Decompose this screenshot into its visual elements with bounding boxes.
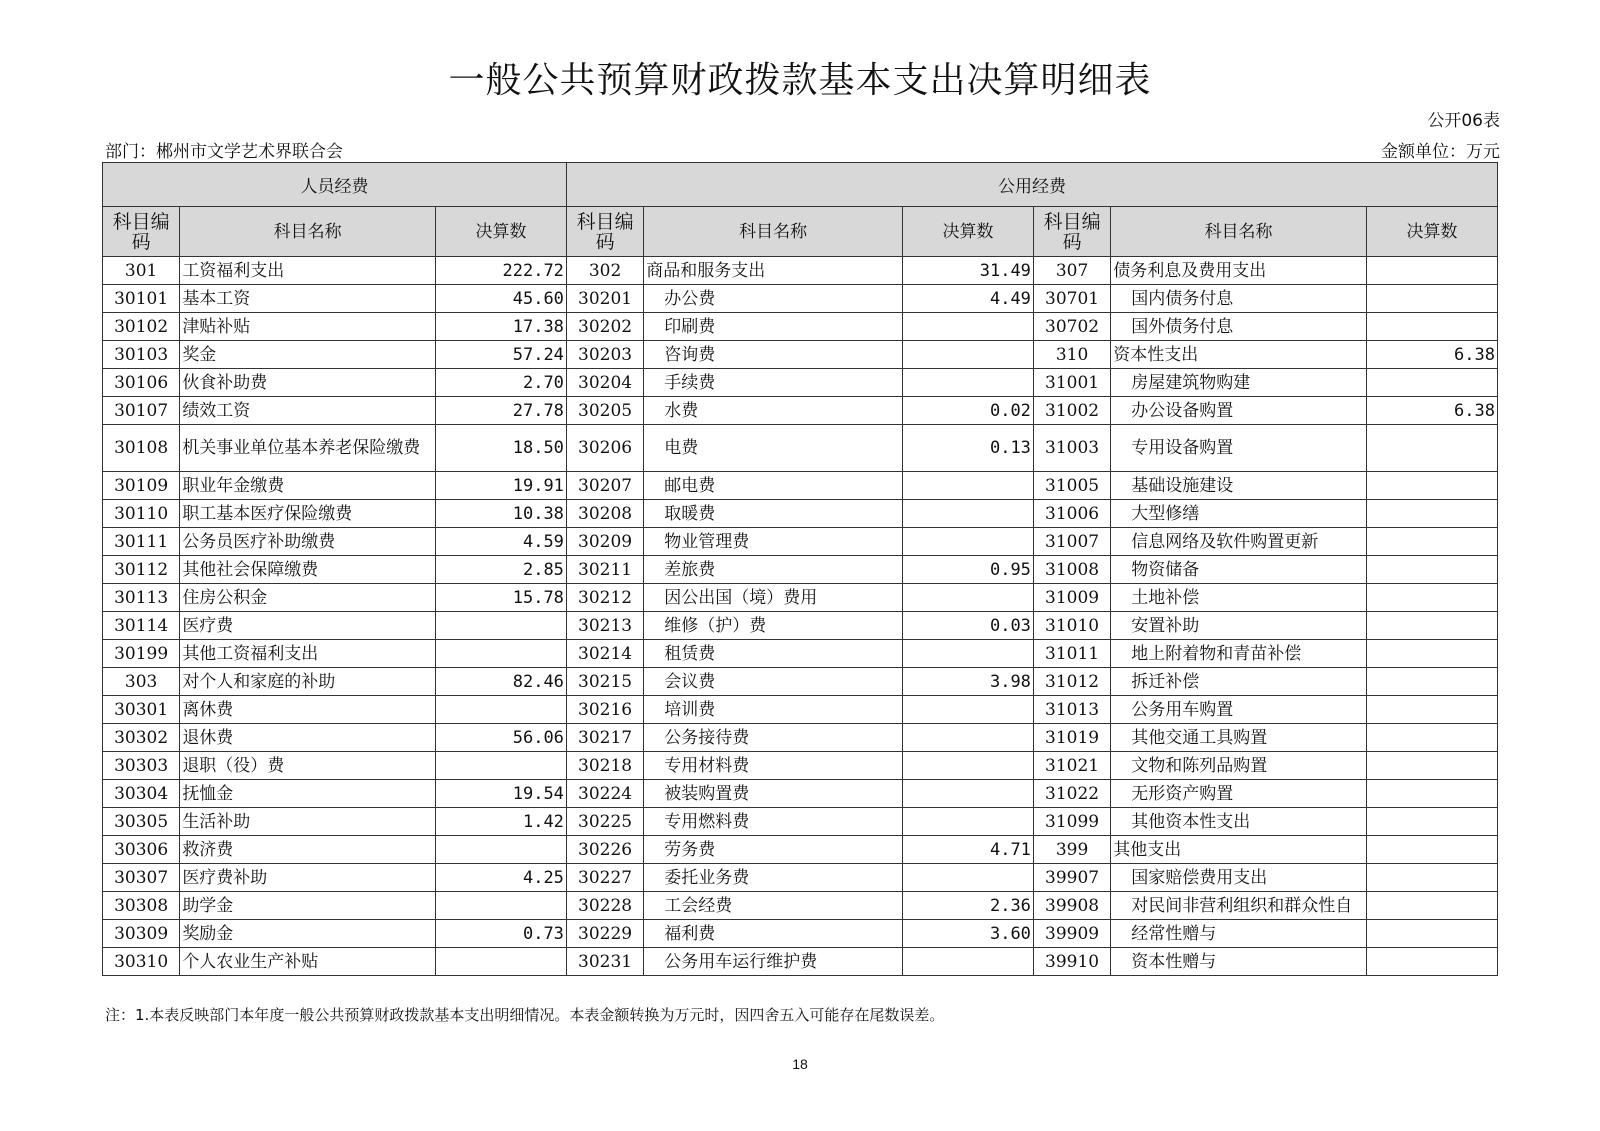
amount-cell: 0.95	[903, 556, 1034, 584]
amount-cell	[903, 500, 1034, 528]
amount-cell	[903, 528, 1034, 556]
name-cell: 住房公积金	[180, 584, 436, 612]
table-row	[103, 556, 1498, 584]
amount-cell: 10.38	[435, 500, 566, 528]
table-row	[103, 528, 1498, 556]
name-cell: 差旅费	[644, 556, 903, 584]
table-row	[103, 285, 1498, 313]
code-cell: 307	[1033, 257, 1110, 285]
table-row	[103, 696, 1498, 724]
amount-cell	[903, 864, 1034, 892]
expenditure-detail-table	[102, 162, 1498, 976]
name-cell: 债务利息及费用支出	[1111, 257, 1367, 285]
code-cell: 31011	[1033, 640, 1110, 668]
name-cell: 对民间非营利组织和群众性自	[1111, 892, 1367, 920]
name-cell: 基础设施建设	[1111, 472, 1367, 500]
amount-cell	[1366, 556, 1497, 584]
amount-cell	[903, 808, 1034, 836]
name-cell: 国家赔偿费用支出	[1111, 864, 1367, 892]
table-row	[103, 920, 1498, 948]
amount-cell	[903, 780, 1034, 808]
name-cell: 救济费	[180, 836, 436, 864]
code-cell: 31012	[1033, 668, 1110, 696]
amount-cell	[435, 612, 566, 640]
name-cell: 绩效工资	[180, 397, 436, 425]
table-row	[103, 425, 1498, 472]
code-cell: 301	[103, 257, 180, 285]
code-cell: 30205	[566, 397, 643, 425]
code-cell: 31005	[1033, 472, 1110, 500]
amount-cell: 222.72	[435, 257, 566, 285]
code-cell: 399	[1033, 836, 1110, 864]
code-cell: 30111	[103, 528, 180, 556]
table-row	[103, 752, 1498, 780]
amount-cell	[435, 892, 566, 920]
amount-cell: 17.38	[435, 313, 566, 341]
code-cell: 30106	[103, 369, 180, 397]
code-cell: 30114	[103, 612, 180, 640]
code-cell: 30101	[103, 285, 180, 313]
code-cell: 31009	[1033, 584, 1110, 612]
name-cell: 奖金	[180, 341, 436, 369]
name-cell: 咨询费	[644, 341, 903, 369]
name-cell: 资本性赠与	[1111, 948, 1367, 976]
code-cell: 30103	[103, 341, 180, 369]
amount-cell: 18.50	[435, 425, 566, 472]
amount-cell: 3.60	[903, 920, 1034, 948]
name-cell: 职业年金缴费	[180, 472, 436, 500]
name-cell: 职工基本医疗保险缴费	[180, 500, 436, 528]
code-cell: 30214	[566, 640, 643, 668]
name-cell: 退休费	[180, 724, 436, 752]
amount-cell: 2.36	[903, 892, 1034, 920]
code-cell: 30307	[103, 864, 180, 892]
table-row	[103, 640, 1498, 668]
code-cell: 30229	[566, 920, 643, 948]
code-cell: 30303	[103, 752, 180, 780]
amount-cell	[435, 640, 566, 668]
code-cell: 30107	[103, 397, 180, 425]
table-row	[103, 584, 1498, 612]
name-cell: 房屋建筑物购建	[1111, 369, 1367, 397]
name-cell: 基本工资	[180, 285, 436, 313]
code-cell: 31003	[1033, 425, 1110, 472]
code-cell: 30231	[566, 948, 643, 976]
table-row	[103, 892, 1498, 920]
amount-column-header: 决算数	[903, 207, 1034, 257]
code-cell: 39907	[1033, 864, 1110, 892]
amount-cell: 45.60	[435, 285, 566, 313]
name-cell: 文物和陈列品购置	[1111, 752, 1367, 780]
code-cell: 31099	[1033, 808, 1110, 836]
amount-cell	[1366, 313, 1497, 341]
amount-cell	[1366, 612, 1497, 640]
name-cell: 劳务费	[644, 836, 903, 864]
name-cell: 公务员医疗补助缴费	[180, 528, 436, 556]
name-cell: 对个人和家庭的补助	[180, 668, 436, 696]
name-cell: 土地补偿	[1111, 584, 1367, 612]
table-row	[103, 397, 1498, 425]
amount-column-header: 决算数	[435, 207, 566, 257]
code-cell: 30224	[566, 780, 643, 808]
amount-cell: 1.42	[435, 808, 566, 836]
name-cell: 个人农业生产补贴	[180, 948, 436, 976]
amount-cell: 57.24	[435, 341, 566, 369]
amount-cell	[1366, 369, 1497, 397]
code-cell: 31007	[1033, 528, 1110, 556]
name-cell: 会议费	[644, 668, 903, 696]
name-cell: 大型修缮	[1111, 500, 1367, 528]
code-cell: 30309	[103, 920, 180, 948]
name-cell: 安置补助	[1111, 612, 1367, 640]
name-cell: 邮电费	[644, 472, 903, 500]
public-expense-header: 公用经费	[566, 163, 1497, 207]
code-cell: 31013	[1033, 696, 1110, 724]
name-cell: 公务用车购置	[1111, 696, 1367, 724]
code-cell: 30217	[566, 724, 643, 752]
code-cell: 30301	[103, 696, 180, 724]
name-cell: 委托业务费	[644, 864, 903, 892]
amount-cell: 19.54	[435, 780, 566, 808]
amount-cell	[903, 369, 1034, 397]
code-cell: 303	[103, 668, 180, 696]
name-column-header: 科目名称	[180, 207, 436, 257]
code-cell: 30305	[103, 808, 180, 836]
amount-cell	[1366, 920, 1497, 948]
code-cell: 31006	[1033, 500, 1110, 528]
name-cell: 工资福利支出	[180, 257, 436, 285]
amount-cell: 6.38	[1366, 341, 1497, 369]
code-cell: 31001	[1033, 369, 1110, 397]
code-cell: 30204	[566, 369, 643, 397]
amount-column-header: 决算数	[1366, 207, 1497, 257]
name-cell: 公务接待费	[644, 724, 903, 752]
amount-cell: 0.73	[435, 920, 566, 948]
table-row	[103, 808, 1498, 836]
name-cell: 其他支出	[1111, 836, 1367, 864]
code-column-header: 科目编码	[566, 207, 643, 257]
code-cell: 39910	[1033, 948, 1110, 976]
amount-cell: 27.78	[435, 397, 566, 425]
code-cell: 30306	[103, 836, 180, 864]
code-cell: 31010	[1033, 612, 1110, 640]
amount-cell	[1366, 500, 1497, 528]
code-cell: 30109	[103, 472, 180, 500]
name-cell: 地上附着物和青苗补偿	[1111, 640, 1367, 668]
code-cell: 30304	[103, 780, 180, 808]
code-cell: 30207	[566, 472, 643, 500]
code-cell: 30216	[566, 696, 643, 724]
code-cell: 30212	[566, 584, 643, 612]
amount-cell	[435, 836, 566, 864]
table-row	[103, 612, 1498, 640]
amount-cell	[1366, 864, 1497, 892]
name-cell: 商品和服务支出	[644, 257, 903, 285]
page-number: 18	[792, 1056, 808, 1072]
code-cell: 302	[566, 257, 643, 285]
code-cell: 30209	[566, 528, 643, 556]
amount-cell	[1366, 808, 1497, 836]
name-cell: 生活补助	[180, 808, 436, 836]
amount-cell	[1366, 584, 1497, 612]
code-cell: 31022	[1033, 780, 1110, 808]
name-cell: 奖励金	[180, 920, 436, 948]
code-cell: 30112	[103, 556, 180, 584]
amount-cell: 2.85	[435, 556, 566, 584]
table-row	[103, 257, 1498, 285]
amount-cell	[1366, 668, 1497, 696]
name-cell: 办公费	[644, 285, 903, 313]
table-row	[103, 341, 1498, 369]
amount-cell: 2.70	[435, 369, 566, 397]
code-cell: 30199	[103, 640, 180, 668]
name-cell: 手续费	[644, 369, 903, 397]
code-cell: 30206	[566, 425, 643, 472]
code-cell: 30228	[566, 892, 643, 920]
amount-cell: 3.98	[903, 668, 1034, 696]
amount-cell	[435, 696, 566, 724]
code-cell: 31021	[1033, 752, 1110, 780]
form-number: 公开06表	[1427, 111, 1500, 131]
name-cell: 医疗费补助	[180, 864, 436, 892]
table-body	[103, 257, 1498, 976]
name-cell: 医疗费	[180, 612, 436, 640]
code-cell: 39909	[1033, 920, 1110, 948]
code-cell: 30310	[103, 948, 180, 976]
code-cell: 30202	[566, 313, 643, 341]
name-cell: 其他社会保障缴费	[180, 556, 436, 584]
table-row	[103, 836, 1498, 864]
code-cell: 30218	[566, 752, 643, 780]
name-cell: 拆迁补偿	[1111, 668, 1367, 696]
name-cell: 水费	[644, 397, 903, 425]
amount-cell: 6.38	[1366, 397, 1497, 425]
amount-cell	[435, 948, 566, 976]
code-cell: 30225	[566, 808, 643, 836]
name-cell: 因公出国（境）费用	[644, 584, 903, 612]
name-cell: 专用材料费	[644, 752, 903, 780]
name-column-header: 科目名称	[644, 207, 903, 257]
code-cell: 30702	[1033, 313, 1110, 341]
amount-cell	[1366, 425, 1497, 472]
name-cell: 信息网络及软件购置更新	[1111, 528, 1367, 556]
code-cell: 39908	[1033, 892, 1110, 920]
name-cell: 机关事业单位基本养老保险缴费	[180, 425, 436, 472]
name-cell: 租赁费	[644, 640, 903, 668]
amount-cell	[1366, 836, 1497, 864]
amount-cell	[1366, 696, 1497, 724]
code-cell: 30108	[103, 425, 180, 472]
name-cell: 物业管理费	[644, 528, 903, 556]
amount-cell	[903, 472, 1034, 500]
name-cell: 津贴补贴	[180, 313, 436, 341]
name-cell: 抚恤金	[180, 780, 436, 808]
code-cell: 310	[1033, 341, 1110, 369]
amount-cell	[1366, 285, 1497, 313]
name-cell: 维修（护）费	[644, 612, 903, 640]
amount-cell: 19.91	[435, 472, 566, 500]
amount-cell: 31.49	[903, 257, 1034, 285]
code-cell: 31019	[1033, 724, 1110, 752]
amount-unit-label: 金额单位：万元	[1381, 142, 1500, 162]
amount-cell	[1366, 257, 1497, 285]
amount-cell: 15.78	[435, 584, 566, 612]
amount-cell: 4.59	[435, 528, 566, 556]
code-cell: 30227	[566, 864, 643, 892]
code-column-header: 科目编码	[103, 207, 180, 257]
personnel-expense-header: 人员经费	[103, 163, 567, 207]
code-cell: 30203	[566, 341, 643, 369]
name-cell: 培训费	[644, 696, 903, 724]
name-cell: 公务用车运行维护费	[644, 948, 903, 976]
amount-cell	[1366, 892, 1497, 920]
name-cell: 专用设备购置	[1111, 425, 1367, 472]
name-cell: 其他资本性支出	[1111, 808, 1367, 836]
name-cell: 资本性支出	[1111, 341, 1367, 369]
table-row	[103, 472, 1498, 500]
amount-cell	[903, 696, 1034, 724]
name-cell: 其他工资福利支出	[180, 640, 436, 668]
amount-cell	[903, 948, 1034, 976]
amount-cell	[903, 752, 1034, 780]
name-cell: 被装购置费	[644, 780, 903, 808]
code-cell: 30208	[566, 500, 643, 528]
amount-cell: 0.02	[903, 397, 1034, 425]
table-row	[103, 500, 1498, 528]
amount-cell	[903, 584, 1034, 612]
code-cell: 30701	[1033, 285, 1110, 313]
code-cell: 30302	[103, 724, 180, 752]
name-cell: 助学金	[180, 892, 436, 920]
name-column-header: 科目名称	[1111, 207, 1367, 257]
department-label: 部门：郴州市文学艺术界联合会	[105, 142, 343, 162]
page-title: 一般公共预算财政拨款基本支出决算明细表	[448, 60, 1152, 101]
table-row	[103, 369, 1498, 397]
code-cell: 30308	[103, 892, 180, 920]
amount-cell	[1366, 472, 1497, 500]
amount-cell	[903, 724, 1034, 752]
code-cell: 30215	[566, 668, 643, 696]
code-cell: 30226	[566, 836, 643, 864]
amount-cell	[435, 752, 566, 780]
name-cell: 离休费	[180, 696, 436, 724]
amount-cell: 56.06	[435, 724, 566, 752]
amount-cell	[903, 313, 1034, 341]
table-row	[103, 313, 1498, 341]
table-row	[103, 948, 1498, 976]
name-cell: 国内债务付息	[1111, 285, 1367, 313]
amount-cell	[1366, 640, 1497, 668]
name-cell: 福利费	[644, 920, 903, 948]
name-cell: 国外债务付息	[1111, 313, 1367, 341]
amount-cell: 4.25	[435, 864, 566, 892]
footnote: 注：1.本表反映部门本年度一般公共预算财政拨款基本支出明细情况。本表金额转换为万元时，因四舍五入可能存在尾数误差。	[105, 1006, 945, 1024]
amount-cell: 0.03	[903, 612, 1034, 640]
name-cell: 其他交通工具购置	[1111, 724, 1367, 752]
amount-cell	[903, 341, 1034, 369]
name-cell: 退职（役）费	[180, 752, 436, 780]
code-cell: 31008	[1033, 556, 1110, 584]
name-cell: 伙食补助费	[180, 369, 436, 397]
code-column-header: 科目编码	[1033, 207, 1110, 257]
name-cell: 物资储备	[1111, 556, 1367, 584]
code-cell: 30102	[103, 313, 180, 341]
amount-cell	[1366, 724, 1497, 752]
amount-cell: 4.49	[903, 285, 1034, 313]
amount-cell: 0.13	[903, 425, 1034, 472]
table-row	[103, 724, 1498, 752]
amount-cell	[1366, 528, 1497, 556]
name-cell: 专用燃料费	[644, 808, 903, 836]
name-cell: 印刷费	[644, 313, 903, 341]
name-cell: 办公设备购置	[1111, 397, 1367, 425]
name-cell: 无形资产购置	[1111, 780, 1367, 808]
code-cell: 31002	[1033, 397, 1110, 425]
amount-cell: 82.46	[435, 668, 566, 696]
table-row	[103, 864, 1498, 892]
name-cell: 电费	[644, 425, 903, 472]
name-cell: 经常性赠与	[1111, 920, 1367, 948]
code-cell: 30211	[566, 556, 643, 584]
amount-cell: 4.71	[903, 836, 1034, 864]
code-cell: 30110	[103, 500, 180, 528]
amount-cell	[1366, 948, 1497, 976]
table-row	[103, 668, 1498, 696]
name-cell: 取暖费	[644, 500, 903, 528]
code-cell: 30213	[566, 612, 643, 640]
amount-cell	[903, 640, 1034, 668]
name-cell: 工会经费	[644, 892, 903, 920]
table-row	[103, 780, 1498, 808]
code-cell: 30113	[103, 584, 180, 612]
amount-cell	[1366, 752, 1497, 780]
code-cell: 30201	[566, 285, 643, 313]
amount-cell	[1366, 780, 1497, 808]
